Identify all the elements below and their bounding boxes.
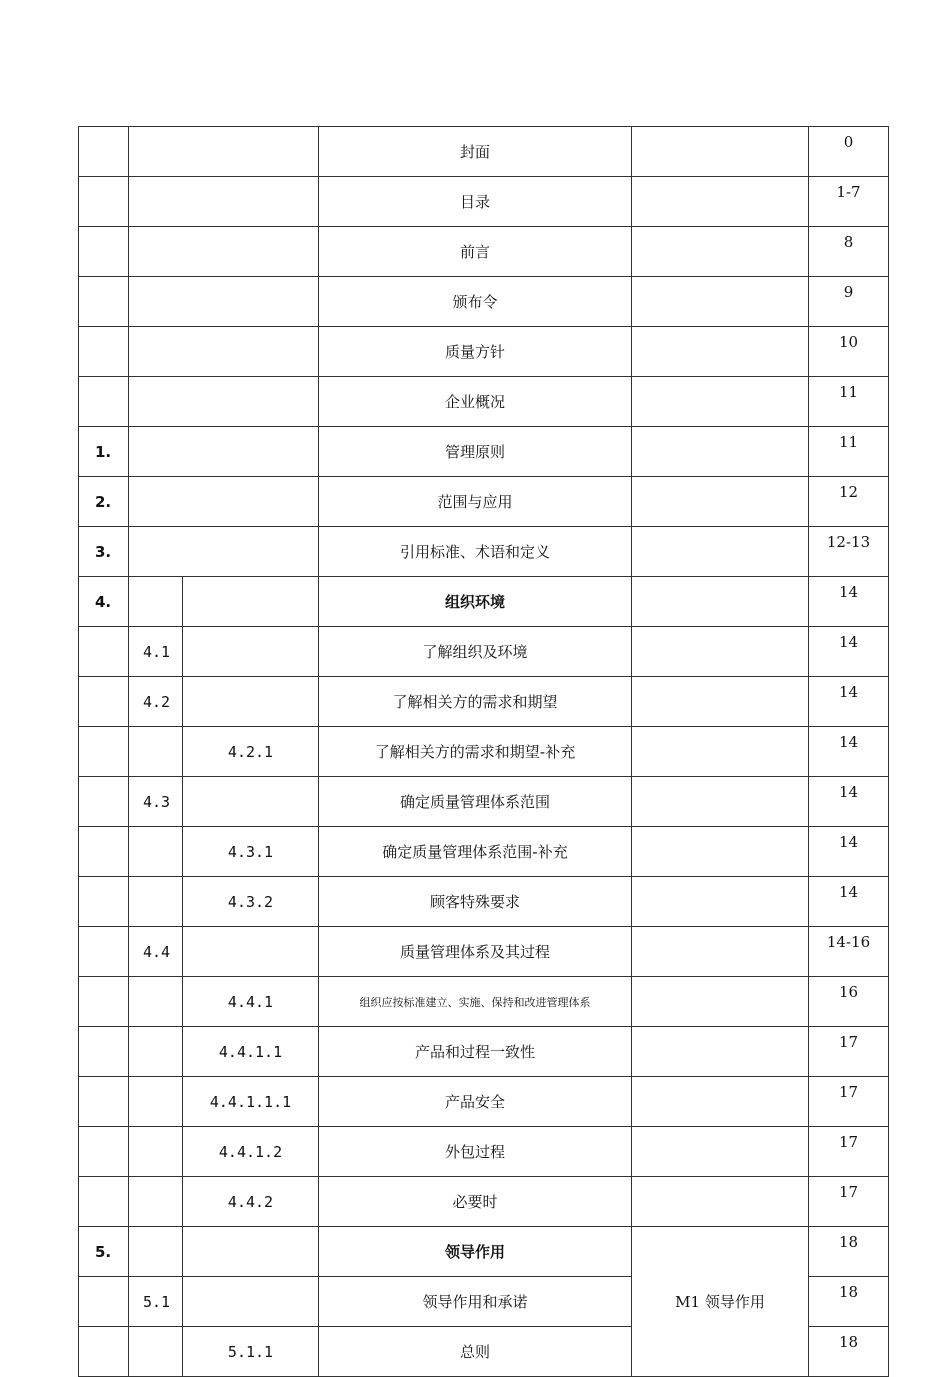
row-sub-number: 4.1 <box>129 627 183 677</box>
row-title: 组织环境 <box>319 577 632 627</box>
toc-row <box>79 577 889 627</box>
row-sub-number <box>129 1327 183 1377</box>
row-note <box>632 1077 809 1127</box>
row-page: 11 <box>809 427 889 477</box>
row-title: 了解相关方的需求和期望-补充 <box>319 727 632 777</box>
toc-row <box>79 177 889 227</box>
row-page: 14 <box>809 577 889 627</box>
row-page: 14 <box>809 677 889 727</box>
row-number: 2. <box>79 477 129 527</box>
row-page: 14-16 <box>809 927 889 977</box>
row-page: 12-13 <box>809 527 889 577</box>
row-number <box>79 127 129 177</box>
row-subsub-number: 4.2.1 <box>183 727 319 777</box>
row-page: 18 <box>809 1277 889 1327</box>
row-subsub-number: 4.3.2 <box>183 877 319 927</box>
row-note <box>632 877 809 927</box>
row-title: 确定质量管理体系范围-补充 <box>319 827 632 877</box>
row-page: 8 <box>809 227 889 277</box>
row-number <box>79 927 129 977</box>
row-number <box>79 727 129 777</box>
row-note <box>632 477 809 527</box>
row-page: 10 <box>809 327 889 377</box>
toc-row <box>79 1227 889 1277</box>
row-number <box>79 1027 129 1077</box>
row-section-blank <box>129 177 319 227</box>
row-note <box>632 677 809 727</box>
row-section-blank <box>129 477 319 527</box>
row-sub-number <box>129 1177 183 1227</box>
row-number <box>79 177 129 227</box>
row-note <box>632 1027 809 1077</box>
row-title: 组织应按标准建立、实施、保持和改进管理体系 <box>319 977 632 1027</box>
row-title: 了解组织及环境 <box>319 627 632 677</box>
row-page: 17 <box>809 1077 889 1127</box>
row-note <box>632 227 809 277</box>
toc-row <box>79 427 889 477</box>
row-subsub-number <box>183 677 319 727</box>
row-number <box>79 1277 129 1327</box>
row-sub-number <box>129 1127 183 1177</box>
row-number: 5. <box>79 1227 129 1277</box>
row-subsub-number <box>183 927 319 977</box>
row-number <box>79 677 129 727</box>
row-number <box>79 377 129 427</box>
toc-row <box>79 1127 889 1177</box>
row-section-blank <box>129 377 319 427</box>
row-title: 封面 <box>319 127 632 177</box>
row-number <box>79 1177 129 1227</box>
row-subsub-number: 4.4.2 <box>183 1177 319 1227</box>
toc-row <box>79 1077 889 1127</box>
row-title: 确定质量管理体系范围 <box>319 777 632 827</box>
row-page: 11 <box>809 377 889 427</box>
toc-row <box>79 377 889 427</box>
toc-row <box>79 927 889 977</box>
row-page: 14 <box>809 877 889 927</box>
toc-row <box>79 1027 889 1077</box>
row-title: 范围与应用 <box>319 477 632 527</box>
toc-row <box>79 727 889 777</box>
row-note <box>632 327 809 377</box>
row-number: 1. <box>79 427 129 477</box>
row-sub-number: 4.2 <box>129 677 183 727</box>
row-page: 18 <box>809 1227 889 1277</box>
row-number <box>79 1127 129 1177</box>
row-title: 目录 <box>319 177 632 227</box>
row-sub-number: 4.4 <box>129 927 183 977</box>
row-number <box>79 1077 129 1127</box>
row-number <box>79 627 129 677</box>
row-subsub-number <box>183 777 319 827</box>
row-number: 4. <box>79 577 129 627</box>
row-title: 管理原则 <box>319 427 632 477</box>
row-subsub-number <box>183 1277 319 1327</box>
row-sub-number <box>129 727 183 777</box>
row-note <box>632 927 809 977</box>
row-page: 14 <box>809 777 889 827</box>
row-note <box>632 527 809 577</box>
leadership-note: M1 领导作用 <box>632 1227 809 1377</box>
toc-table <box>78 126 889 1377</box>
toc-row <box>79 777 889 827</box>
row-title: 颁布令 <box>319 277 632 327</box>
row-note <box>632 827 809 877</box>
row-page: 14 <box>809 727 889 777</box>
row-page: 9 <box>809 277 889 327</box>
row-section-blank <box>129 277 319 327</box>
row-note <box>632 127 809 177</box>
row-subsub-number: 5.1.1 <box>183 1327 319 1377</box>
row-title: 总则 <box>319 1327 632 1377</box>
row-number <box>79 327 129 377</box>
row-title: 领导作用 <box>319 1227 632 1277</box>
row-note <box>632 1127 809 1177</box>
row-title: 外包过程 <box>319 1127 632 1177</box>
row-subsub-number: 4.4.1 <box>183 977 319 1027</box>
row-page: 17 <box>809 1127 889 1177</box>
row-section-blank <box>129 427 319 477</box>
row-note <box>632 377 809 427</box>
row-sub-number: 5.1 <box>129 1277 183 1327</box>
row-number <box>79 777 129 827</box>
row-note <box>632 1177 809 1227</box>
row-sub-number <box>129 1027 183 1077</box>
toc-row <box>79 977 889 1027</box>
toc-row <box>79 877 889 927</box>
row-subsub-number: 4.4.1.2 <box>183 1127 319 1177</box>
row-note <box>632 177 809 227</box>
row-subsub-number <box>183 627 319 677</box>
row-title: 产品和过程一致性 <box>319 1027 632 1077</box>
row-title: 顾客特殊要求 <box>319 877 632 927</box>
row-sub-number <box>129 877 183 927</box>
row-number <box>79 977 129 1027</box>
row-title: 前言 <box>319 227 632 277</box>
row-number <box>79 227 129 277</box>
row-page: 17 <box>809 1027 889 1077</box>
row-page: 1-7 <box>809 177 889 227</box>
row-sub-number <box>129 1077 183 1127</box>
row-page: 14 <box>809 827 889 877</box>
row-title: 质量管理体系及其过程 <box>319 927 632 977</box>
toc-row <box>79 1177 889 1227</box>
row-title: 了解相关方的需求和期望 <box>319 677 632 727</box>
row-title: 领导作用和承诺 <box>319 1277 632 1327</box>
row-subsub-number: 4.4.1.1 <box>183 1027 319 1077</box>
row-subsub-number: 4.3.1 <box>183 827 319 877</box>
row-page: 18 <box>809 1327 889 1377</box>
row-note <box>632 427 809 477</box>
row-number <box>79 877 129 927</box>
toc-row <box>79 327 889 377</box>
row-sub-number <box>129 1227 183 1277</box>
row-page: 14 <box>809 627 889 677</box>
toc-row <box>79 527 889 577</box>
toc-row <box>79 277 889 327</box>
row-title: 必要时 <box>319 1177 632 1227</box>
row-title: 质量方针 <box>319 327 632 377</box>
row-subsub-number <box>183 577 319 627</box>
row-title: 产品安全 <box>319 1077 632 1127</box>
toc-row <box>79 827 889 877</box>
toc-row <box>79 477 889 527</box>
row-note <box>632 577 809 627</box>
row-note <box>632 627 809 677</box>
row-number <box>79 1327 129 1377</box>
row-page: 16 <box>809 977 889 1027</box>
row-section-blank <box>129 327 319 377</box>
row-page: 0 <box>809 127 889 177</box>
row-note <box>632 727 809 777</box>
row-subsub-number <box>183 1227 319 1277</box>
row-number <box>79 827 129 877</box>
toc-row <box>79 127 889 177</box>
row-sub-number: 4.3 <box>129 777 183 827</box>
row-sub-number <box>129 577 183 627</box>
row-section-blank <box>129 127 319 177</box>
row-subsub-number: 4.4.1.1.1 <box>183 1077 319 1127</box>
row-title: 企业概况 <box>319 377 632 427</box>
row-title: 引用标准、术语和定义 <box>319 527 632 577</box>
row-section-blank <box>129 527 319 577</box>
toc-row <box>79 677 889 727</box>
row-section-blank <box>129 227 319 277</box>
row-number <box>79 277 129 327</box>
row-page: 17 <box>809 1177 889 1227</box>
toc-row <box>79 227 889 277</box>
row-note <box>632 977 809 1027</box>
row-page: 12 <box>809 477 889 527</box>
row-sub-number <box>129 977 183 1027</box>
row-number: 3. <box>79 527 129 577</box>
row-sub-number <box>129 827 183 877</box>
row-note <box>632 277 809 327</box>
row-note <box>632 777 809 827</box>
toc-row <box>79 627 889 677</box>
